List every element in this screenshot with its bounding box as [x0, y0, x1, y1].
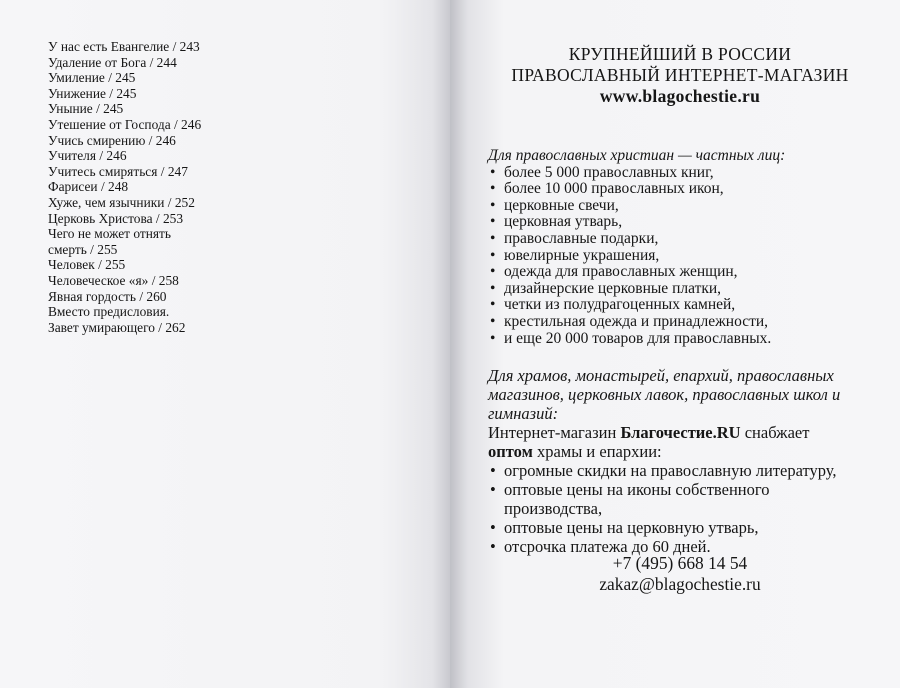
- toc-entry: Вместо предисловия.: [48, 304, 170, 320]
- list-item: • одежда для православных женщин,: [488, 264, 888, 281]
- toc-entry: Учитесь смиряться / 247: [48, 163, 188, 179]
- toc-entry: Умиление / 245: [48, 70, 136, 86]
- toc-entry: смерть / 255: [48, 241, 118, 257]
- heading-line-1: КРУПНЕЙШИЙ В РОССИИ: [568, 44, 792, 64]
- toc-entry: Утешение от Господа / 246: [48, 116, 202, 132]
- list-item: • и еще 20 000 товаров для православных.: [488, 331, 888, 348]
- list-item: • церковная утварь,: [488, 214, 888, 231]
- list-item: • более 5 000 православных книг,: [488, 165, 888, 182]
- text: храмы и епархии:: [532, 442, 662, 461]
- contact-info: [480, 553, 880, 595]
- website-link[interactable]: www.blagochestie.ru: [599, 86, 761, 106]
- list-item: • ювелирные украшения,: [488, 248, 888, 265]
- toc-entry: Человек / 255: [48, 257, 126, 273]
- private-items-list: [488, 165, 888, 348]
- list-item: • оптовые цены на иконы собственного производства,: [488, 480, 844, 518]
- toc-entry: Хуже, чем язычники / 252: [48, 194, 195, 210]
- private-customers-section: [488, 148, 888, 347]
- list-item: • четки из полудрагоценных камней,: [488, 297, 888, 314]
- list-item: • православные подарки,: [488, 231, 888, 248]
- list-item: • оптовые цены на церковную утварь,: [488, 518, 888, 537]
- list-item: • церковные свечи,: [488, 198, 888, 215]
- toc-entry: Чего не может отнять: [48, 226, 172, 242]
- toc-entry: У нас есть Евангелие / 243: [48, 39, 200, 54]
- ad-heading: [480, 44, 880, 107]
- toc-entry: Удаление от Бога / 244: [48, 54, 177, 70]
- table-of-contents: [48, 39, 201, 335]
- toc-entry: Унижение / 245: [48, 85, 137, 101]
- wholesale-items-list: [488, 461, 888, 556]
- list-item: • огромные скидки на православную литературу,: [488, 461, 888, 480]
- email-link[interactable]: zakaz@blagochestie.ru: [599, 574, 761, 594]
- toc-entry: Учителя / 246: [48, 148, 127, 164]
- toc-entry: Уныние / 245: [48, 101, 124, 117]
- text: снабжает: [740, 423, 810, 442]
- list-item: • крестильная одежда и принадлежности,: [488, 314, 888, 331]
- phone-number[interactable]: +7 (495) 668 14 54: [612, 553, 748, 573]
- wholesale-bold: оптом: [488, 442, 533, 461]
- wholesale-text: [488, 423, 888, 461]
- list-item: • дизайнерские церковные платки,: [488, 281, 888, 298]
- toc-entry: Фарисеи / 248: [48, 179, 129, 195]
- toc-entry: Человеческое «я» / 258: [48, 272, 179, 288]
- text: Интернет-магазин: [488, 423, 621, 442]
- toc-entry: Завет умирающего / 262: [48, 319, 186, 335]
- brand-name: Благочестие.RU: [620, 423, 741, 442]
- wholesale-intro: Для храмов, монастырей, епархий, православных магазинов, церковных лавок, православных школ и гимназий:: [488, 366, 841, 423]
- toc-entry: Церковь Христова / 253: [48, 210, 184, 226]
- list-item: • более 10 000 православных икон,: [488, 181, 888, 198]
- right-page: [450, 0, 900, 688]
- toc-entry: Учись смирению / 246: [48, 132, 176, 148]
- list-item: • отсрочка платежа до 60 дней.: [488, 537, 888, 556]
- heading-line-2: ПРАВОСЛАВНЫЙ ИНТЕРНЕТ-МАГАЗИН: [511, 65, 849, 85]
- private-intro: Для православных христиан — частных лиц:: [488, 147, 786, 164]
- toc-entry: Явная гордость / 260: [48, 288, 167, 304]
- wholesale-section: [488, 366, 888, 556]
